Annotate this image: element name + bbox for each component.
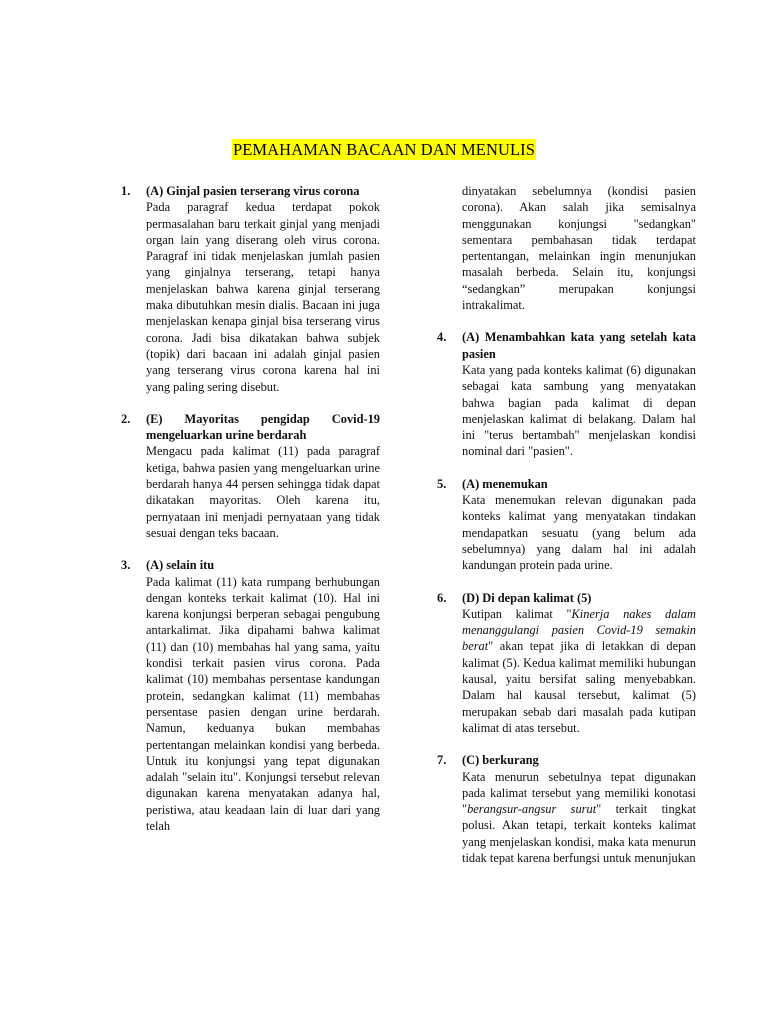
item-title: (A) Menambahkan kata yang setelah kata pasien	[462, 330, 696, 361]
item-title: (A) selain itu	[146, 558, 215, 573]
title-wrap	[0, 139, 768, 160]
answer-item-3	[121, 557, 380, 834]
item-3-continuation: dinyatakan sebelumnya (kondisi pasien corona). Akan salah jika semisalnya menggunakan konjungsi "sedangkan" sementara pembahasan tidak terdapat pertentangan, melainkan ingin menunjukan masalah berbeda. Selain itu, konjungsi “sedangkan” merupakan konjungsi intrakalimat.	[462, 184, 696, 313]
item-body: Kata menemukan relevan digunakan pada konteks kalimat yang menyatakan tindakan mendapatkan sesuatu (yang belum ada sebelumnya) yang dalam hal ini adalah kandungan protein pada urine.	[462, 493, 696, 573]
body-text: Kata menurun sebetulnya tepat digunakan pada kalimat tersebut yang memiliki konotasi "	[462, 769, 696, 817]
item-number: 7.	[437, 753, 447, 768]
body-text: Kutipan kalimat "	[462, 606, 572, 621]
quoted-sentence: Kinerja nakes dalam menanggulangi pasien Covid-19 semakin berat	[462, 606, 696, 654]
item-body: Pada paragraf kedua terdapat pokok permasalahan baru terkait ginjal yang menjadi organ lain yang diserang oleh virus corona. Paragraf ini tidak menjelaskan jumlah pasien yang ginjalnya terserang, tetapi hanya menjelaskan bahwa karena ginjal terserang maka dibutuhkan mesin dialis. Bacaan ini juga menjelaskan kenapa ginjal bisa terserang virus corona. Jadi bisa dikatakan bahwa subjek (topik) dari bacaan ini adalah ginjal pasien yang terserang virus corona karena hal ini yang paling sering disebut.	[146, 200, 380, 394]
item-title: (D) Di depan kalimat (5)	[462, 590, 592, 605]
left-column	[121, 183, 380, 850]
item-number: 1.	[121, 184, 131, 198]
item-title: (C) berkurang	[462, 753, 539, 768]
answer-item-6	[437, 590, 696, 737]
answer-item-4	[437, 329, 696, 459]
body-text: " akan tepat jika di letakkan di depan kalimat (5). Kedua kalimat memiliki hubungan kausal, yaitu bersifat saling menyebabkan. Dalam hal kausal tersebut, kalimat (5) merupakan sebab dari masalah pada kutipan kalimat di atas tersebut.	[462, 639, 696, 735]
answer-item-7	[437, 752, 696, 866]
item-title: (A) menemukan	[462, 476, 548, 491]
body-text: " terkait tingkat polusi. Akan tetapi, terkait konteks kalimat yang menjelaskan kondisi, maka kata menurun tidak tepat karena berfungsi untuk menunjukan	[462, 802, 696, 865]
item-number: 6.	[437, 590, 447, 605]
item-number: 4.	[437, 330, 447, 345]
item-body	[462, 606, 696, 736]
right-column	[437, 183, 696, 882]
item-body: Kata yang pada konteks kalimat (6) digunakan sebagai kata sambung yang menyatakan bahwa bagian pada kalimat di depan menjelaskan kalimat di belakang. Dalam hal ini "terus bertambah" menjelaskan kondisi nominal dari "pasien".	[462, 362, 696, 459]
item-body	[462, 769, 696, 867]
page-title: PEMAHAMAN BACAAN DAN MENULIS	[232, 140, 536, 159]
item-number: 2.	[121, 411, 131, 426]
item-title: (E) Mayoritas pengidap Covid-19 mengeluarkan urine berdarah	[146, 411, 380, 443]
connotation-phrase: berangsur-angsur surut	[467, 802, 597, 817]
item-title: (A) Ginjal pasien terserang virus corona	[146, 184, 360, 198]
answer-item-1	[121, 183, 380, 395]
item-body: Pada kalimat (11) kata rumpang berhubungan dengan konteks terkait kalimat (10). Hal ini karena konjungsi berperan sebagai pengubung antarkalimat. Jika dipahami bahwa kalimat (11) dan (10) membahas hal yang sama, yaitu kondisi terkait pasien virus corona. Pada kalimat (10) membahas persentase kandungan protein, sedangkan kalimat (11) membahas persentase pasien dengan urine berdarah. Namun, keduanya bukan membahas pertentangan melainkan kondisi yang berbeda. Untuk itu konjungsi yang tepat digunakan adalah "selain itu". Konjungsi tersebut relevan digunakan karena menyatakan adanya hal, peristiwa, atau keadaan lain di luar dari yang telah	[146, 574, 380, 833]
item-body: Mengacu pada kalimat (11) pada paragraf ketiga, bahwa pasien yang mengeluarkan urine berdarah hanya 44 persen sehingga tidak dapat dikatakan mayoritas. Oleh karena itu, pernyataan ini menjadi pernyataan yang tidak sesuai dengan teks bacaan.	[146, 444, 380, 540]
item-number: 5.	[437, 476, 447, 491]
answer-item-5	[437, 476, 696, 574]
item-number: 3.	[121, 558, 131, 573]
answer-item-2	[121, 411, 380, 541]
